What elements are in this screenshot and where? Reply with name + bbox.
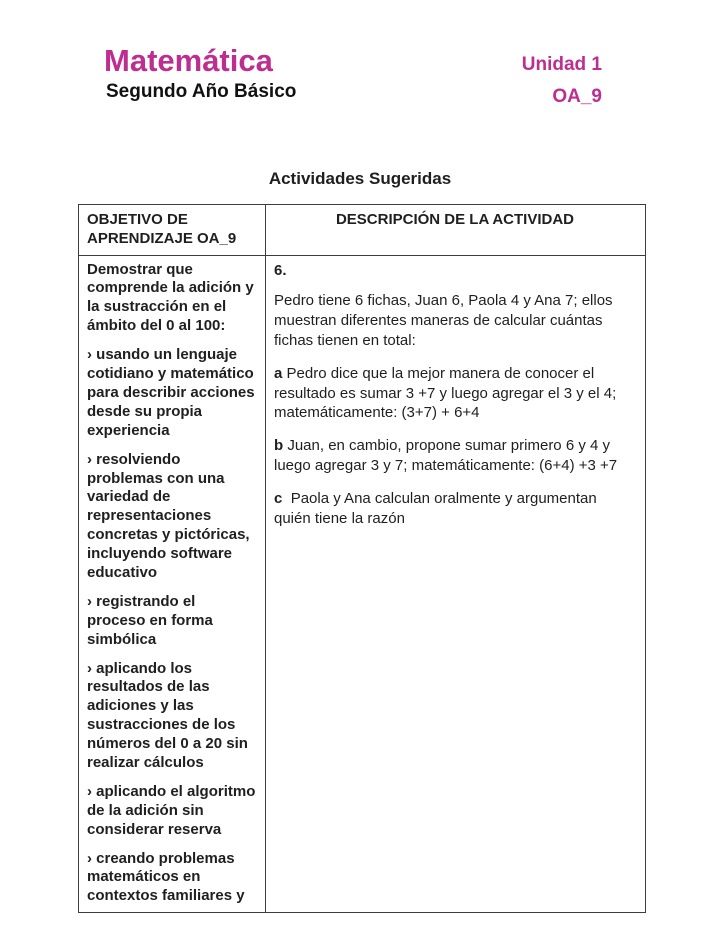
unit-label: Unidad 1 [521, 54, 602, 75]
activity-item [274, 489, 636, 529]
title-block [104, 44, 296, 103]
table-body-row [79, 255, 646, 913]
objective-paragraph: › aplicando los resultados de las adiciones y las sustracciones de los números del 0 a 20 sin realizar cálculos [87, 659, 248, 771]
objective-cell [79, 255, 266, 913]
item-marker: a [274, 364, 283, 382]
item-text: Paola y Ana calculan oralmente y argumentan quién tiene la razón [274, 489, 597, 527]
activity-cell [266, 255, 646, 913]
objective-paragraph: › usando un lenguaje cotidiano y matemático para describir acciones desde su propia experiencia [87, 346, 255, 439]
objective-paragraph: › creando problemas matemáticos en contextos familiares y [87, 849, 245, 905]
item-marker: c [274, 489, 283, 507]
section-title: Actividades Sugeridas [268, 168, 452, 188]
objective-header-cell: OBJETIVO DE APRENDIZAJE OA_9 [79, 204, 266, 255]
objective-paragraph: › aplicando el algoritmo de la adición sin considerar reserva [87, 782, 256, 838]
activities-table [78, 204, 646, 914]
objective-paragraph: › registrando el proceso en forma simbólica [87, 592, 213, 648]
document-header [0, 0, 720, 109]
activity-item [274, 364, 636, 423]
activity-intro: Pedro tiene 6 fichas, Juan 6, Paola 4 y Ana 7; ellos muestran diferentes maneras de calcular cuántas fichas tienen en total: [274, 292, 613, 349]
table-header-row [79, 204, 646, 255]
doc-title: Matemática [104, 43, 273, 78]
objective-paragraph: › resolviendo problemas con una variedad de representaciones concretas y pictóricas, incluyendo software educativo [87, 450, 250, 581]
activity-item [274, 436, 636, 476]
objective-paragraph: Demostrar que comprende la adición y la sustracción en el ámbito del 0 al 100: [87, 260, 254, 335]
activity-header-cell: DESCRIPCIÓN DE LA ACTIVIDAD [266, 204, 646, 255]
item-text: Pedro dice que la mejor manera de conocer el resultado es sumar 3 +7 y luego agregar el 3 y el 4; matemáticamente: (3+7) + 6+4 [274, 364, 617, 422]
oa-label: OA_9 [552, 85, 602, 107]
activity-number: 6. [274, 261, 287, 279]
item-marker: b [274, 437, 284, 455]
unit-block [522, 44, 602, 109]
doc-subtitle: Segundo Año Básico [106, 81, 297, 103]
item-text: Juan, en cambio, propone sumar primero 6 y 4 y luego agregar 3 y 7; matemáticamente: (6+4) +3 +7 [274, 437, 618, 474]
